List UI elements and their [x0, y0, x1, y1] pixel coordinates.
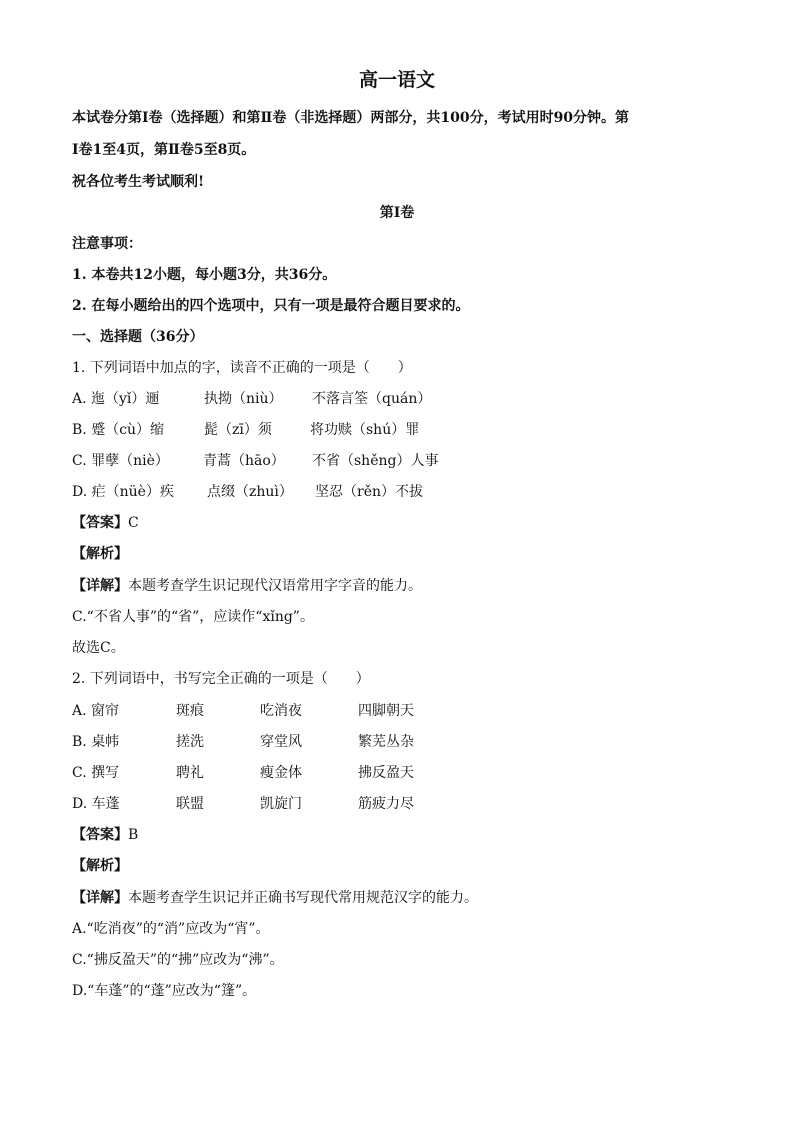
- q1-answer: [72, 513, 139, 533]
- q1-option-cell: 坚忍（rěn）不拔: [315, 484, 423, 500]
- answer-value: C: [128, 515, 139, 531]
- section-heading: 一、选择题（36分）: [72, 329, 204, 345]
- detail-tag: 【详解】: [72, 578, 128, 594]
- q1-option-cell: 执拗（niù）: [204, 391, 283, 407]
- volume-title: 第Ⅰ卷: [379, 205, 415, 221]
- notes-item-2: 2. 在每小题给出的四个选项中，只有一项是最符合题目要求的。: [72, 298, 470, 314]
- notes-item-1: 1. 本卷共12小题，每小题3分，共36分。: [72, 267, 337, 283]
- q2-option-cell: 穿堂风: [260, 734, 302, 750]
- q1-explain: C.“不省人事”的“省”，应读作“xǐng”。: [72, 609, 314, 625]
- answer-value: B: [128, 827, 139, 843]
- answer-tag: 【答案】: [72, 515, 128, 531]
- q2-option-cell: 联盟: [176, 796, 204, 812]
- q2-option-cell: 聘礼: [176, 765, 204, 781]
- detail-text: 本题考查学生识记并正确书写现代常用规范汉字的能力。: [128, 890, 478, 906]
- q1-option-cell: 不落言筌（quán）: [312, 391, 432, 407]
- q2-option-cell: B. 桌帏: [72, 734, 120, 750]
- intro-wish: 祝各位考生考试顺利!: [72, 174, 205, 190]
- q2-explain-c: C.“拂反盈天”的“拂”应改为“沸”。: [72, 952, 284, 968]
- q2-explain-d: D.“车蓬”的“蓬”应改为“篷”。: [72, 983, 257, 999]
- q2-option-cell: 繁芜丛杂: [358, 734, 414, 750]
- q1-stem: 1. 下列词语中加点的字，读音不正确的一项是（ ）: [72, 360, 412, 376]
- detail-tag: 【详解】: [72, 890, 128, 906]
- intro-line-1: 本试卷分第Ⅰ卷（选择题）和第Ⅱ卷（非选择题）两部分，共100分，考试用时90分钟。第: [72, 110, 630, 126]
- q2-explain-a: A.“吃消夜”的“消”应改为“宵”。: [72, 921, 270, 937]
- q1-option-cell: D. 疟（nüè）疾: [72, 484, 174, 500]
- q2-answer: [72, 825, 138, 845]
- q1-option-cell: A. 迤（yǐ）逦: [72, 391, 160, 407]
- page-title: 高一语文: [358, 69, 435, 91]
- q2-option-cell: 拂反盈天: [358, 765, 414, 781]
- q1-option-cell: B. 蹙（cù）缩: [72, 422, 165, 438]
- q2-detail: [72, 888, 478, 908]
- q2-option-cell: 斑痕: [176, 703, 204, 719]
- q1-conclusion: 故选C。: [72, 640, 125, 656]
- q2-option-cell: 瘦金体: [260, 765, 302, 781]
- q1-option-cell: C. 罪孽（niè）: [72, 453, 169, 469]
- q2-option-cell: 搓洗: [176, 734, 204, 750]
- q1-option-cell: 髭（zī）须: [204, 422, 272, 438]
- detail-text: 本题考查学生识记现代汉语常用字字音的能力。: [128, 578, 422, 594]
- q2-option-cell: 吃消夜: [260, 703, 302, 719]
- q1-option-cell: 不省（shěng）人事: [312, 453, 439, 469]
- q1-option-cell: 点缀（zhuì）: [207, 484, 293, 500]
- q2-option-cell: 凯旋门: [260, 796, 302, 812]
- q2-option-cell: D. 车蓬: [72, 796, 120, 812]
- q1-detail: [72, 576, 422, 596]
- q2-option-cell: A. 窗帘: [72, 703, 120, 719]
- q2-stem: 2. 下列词语中，书写完全正确的一项是（ ）: [72, 671, 370, 687]
- q2-option-cell: C. 撰写: [72, 765, 120, 781]
- q2-analysis-tag: 【解析】: [72, 858, 128, 874]
- q2-option-cell: 四脚朝天: [358, 703, 414, 719]
- intro-line-2: Ⅰ卷1至4页，第Ⅱ卷5至8页。: [72, 142, 256, 158]
- q2-option-cell: 筋疲力尽: [358, 796, 414, 812]
- q1-option-cell: 青蒿（hāo）: [203, 453, 285, 469]
- q1-option-cell: 将功赎（shú）罪: [310, 422, 420, 438]
- notes-heading: 注意事项：: [72, 236, 142, 252]
- answer-tag: 【答案】: [72, 827, 128, 843]
- q1-analysis-tag: 【解析】: [72, 546, 128, 562]
